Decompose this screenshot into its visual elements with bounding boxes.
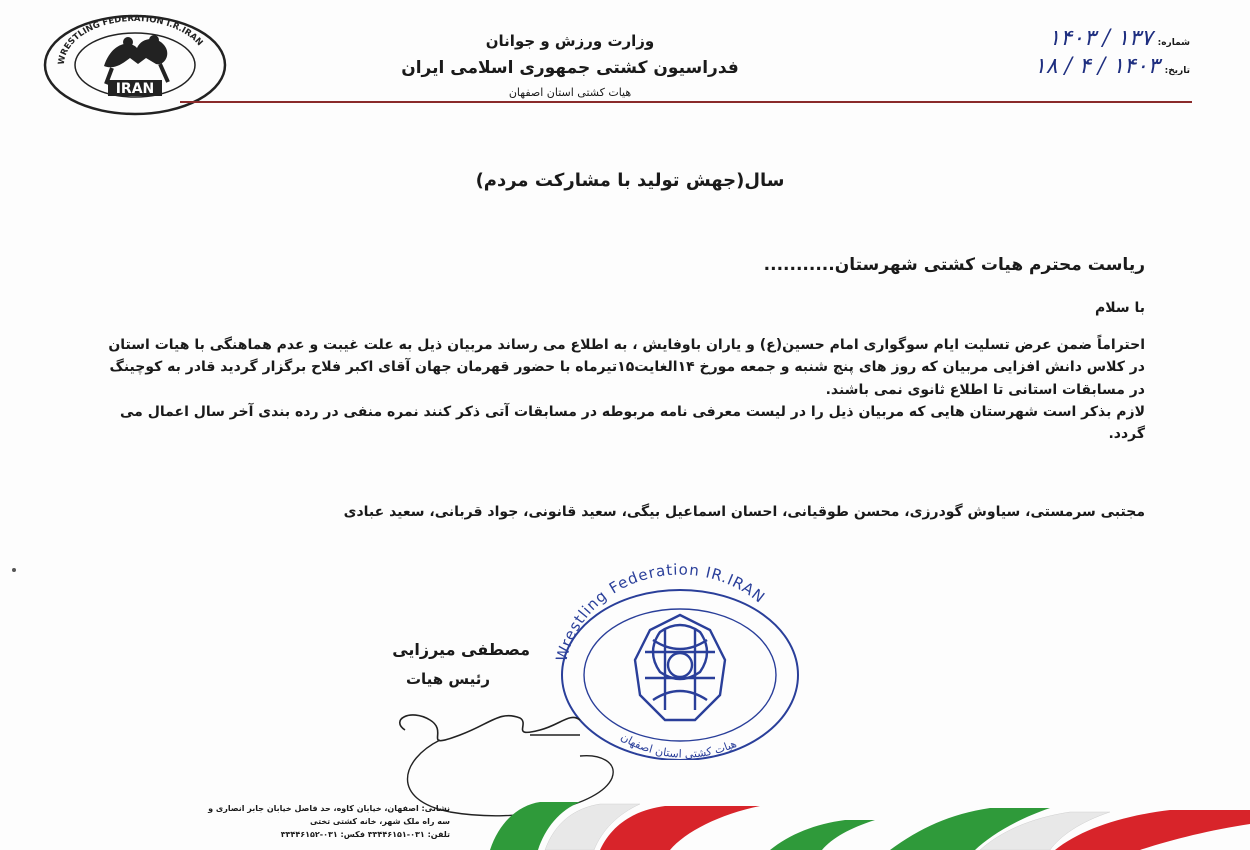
stamp-ring-bottom: هیات کشتی استان اصفهان	[618, 730, 739, 760]
board-name: هیات کشتی استان اصفهان	[508, 86, 632, 99]
logo-ring-text: WRESTLING FEDERATION I.R.IRAN	[56, 14, 205, 66]
address-line-2: سه راه ملک شهر، خانه کشتی تختی	[310, 817, 450, 826]
coach-names: مجتبی سرمستی، سیاوش گودرزی، محسن طوقیانی، احسان اسماعیل بیگی، سعید قانونی، جواد قربانی، سعید عبادی	[343, 504, 1145, 520]
wrestlers-icon	[104, 35, 168, 84]
body-paragraph-2: لازم بذکر است شهرستان هایی که مربیان ذیل را در لیست معرفی نامه مربوطه در مسابقات آتی ذکر کنند نمره منفی در رده بندی آخر سال اعمال می گردد.	[120, 403, 1145, 443]
scan-speck	[12, 568, 16, 572]
year-slogan: سال(جهش تولید با مشارکت مردم)	[475, 170, 785, 191]
logo-text: IRAN	[115, 81, 155, 97]
stamp-ring-top: Wrestling Federation IR.IRAN	[552, 560, 769, 664]
body-paragraph-1: احتراماً ضمن عرض تسلیت ایام سوگواری امام حسین(ع) و یاران باوفایش ، به اطلاع می رساند مربیان ذیل به علت غیبت و عدم هماهنگی با هیات استان در کلاس دانش افزایی مربیان که روز های پنج شنبه و جمعه مورخ ۱۴الغایت۱۵تیرماه با حضور قهرمان جهان آقای اکبر فلاح برگزار گردید قادر به کوچینگ در مسابقات استانی تا اطلاع ثانوی نمی باشند.	[108, 337, 1145, 398]
greeting: با سلام	[1094, 300, 1145, 316]
signer-title: رئیس هیات	[405, 670, 490, 688]
flag-stripes-decoration	[470, 790, 1250, 850]
number-value: ۱۳۷ / ۱۴۰۳	[1048, 26, 1153, 51]
header-divider	[180, 101, 1192, 103]
number-label: شماره:	[1157, 38, 1190, 48]
date-value: ۱۴۰۳ / ۴ / ۱۸	[1033, 54, 1160, 79]
date-label: تاریخ:	[1164, 66, 1190, 76]
stamp-pattern-icon	[635, 615, 725, 720]
letter-number	[950, 26, 1190, 51]
signer-name: مصطفی میرزایی	[392, 640, 530, 659]
addressee: ریاست محترم هیات کشتی شهرستان...........	[763, 255, 1145, 275]
ministry-name: وزارت ورزش و جوانان	[485, 32, 655, 50]
letter-date	[950, 54, 1190, 79]
footer-address	[50, 802, 450, 841]
phone-fax: تلفن: ۰۳۱-۳۳۴۴۶۱۵۱ فکس: ۰۳۱-۳۳۴۴۶۱۵۲	[280, 830, 450, 839]
federation-name: فدراسیون کشتی جمهوری اسلامی ایران	[401, 58, 739, 78]
address-line-1: نشانی: اصفهان، خیابان کاوه، حد فاصل خیابان جابر انصاری و	[208, 804, 450, 813]
letterhead	[360, 32, 780, 99]
letter-body	[105, 334, 1145, 445]
svg-text:Wrestling Federation IR.IRAN	[552, 560, 768, 663]
